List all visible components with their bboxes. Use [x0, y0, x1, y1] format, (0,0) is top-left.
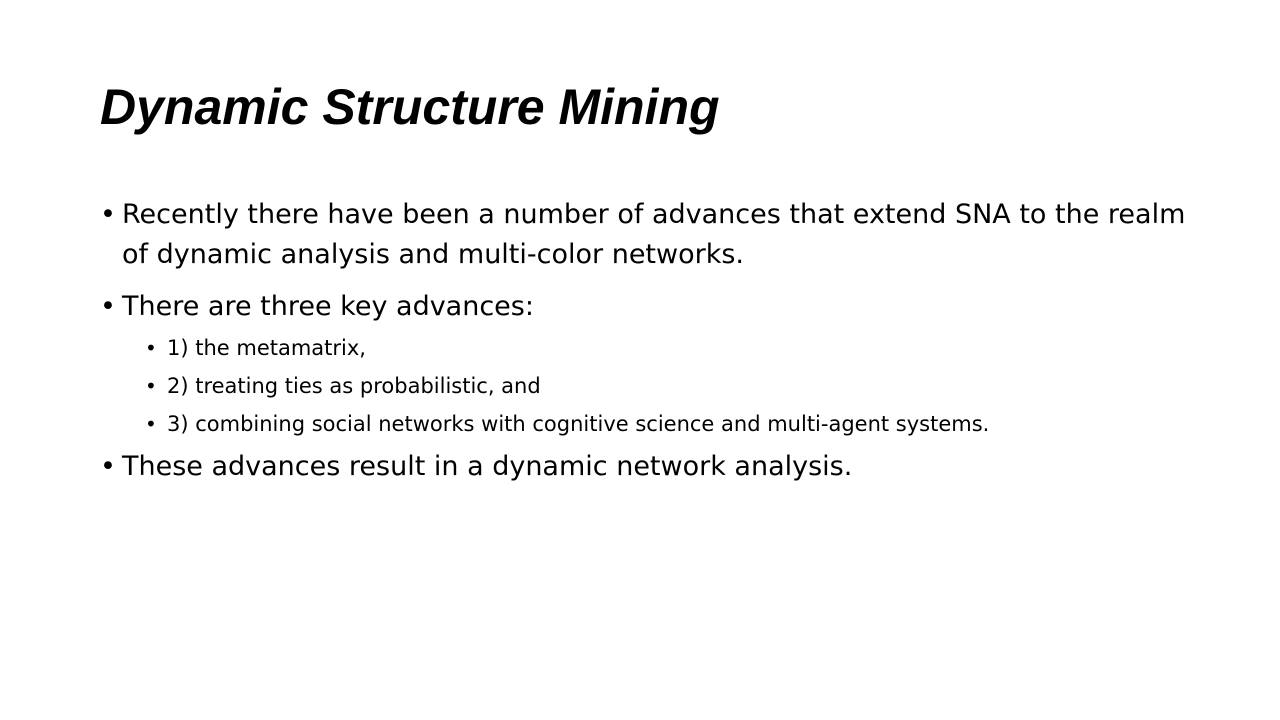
- bullet-item: [100, 447, 1190, 487]
- bullet-marker: •: [100, 451, 116, 482]
- sub-bullet-text: 2) treating ties as probabilistic, and: [167, 374, 541, 398]
- sub-bullet-text: 1) the metamatrix,: [167, 336, 366, 360]
- bullet-text: Recently there have been a number of advances that extend SNA to the realm of dynamic analysis and multi-color networks.: [122, 199, 1186, 270]
- sub-bullet-list: [100, 333, 1190, 439]
- sub-bullet-marker: •: [145, 336, 157, 360]
- sub-bullet-item: [145, 409, 1190, 439]
- sub-bullet-item: [145, 333, 1190, 363]
- slide-body: [100, 195, 1190, 499]
- sub-bullet-marker: •: [145, 374, 157, 398]
- bullet-item: [100, 287, 1190, 327]
- sub-bullet-item: [145, 371, 1190, 401]
- bullet-marker: •: [100, 291, 116, 322]
- slide-title: Dynamic Structure Mining: [100, 79, 720, 135]
- bullet-text: These advances result in a dynamic network analysis.: [122, 451, 853, 482]
- sub-bullet-text: 3) combining social networks with cognitive science and multi-agent systems.: [167, 412, 990, 436]
- bullet-item: [100, 195, 1190, 275]
- bullet-text: There are three key advances:: [122, 291, 534, 322]
- bullet-marker: •: [100, 199, 116, 230]
- sub-bullet-marker: •: [145, 412, 157, 436]
